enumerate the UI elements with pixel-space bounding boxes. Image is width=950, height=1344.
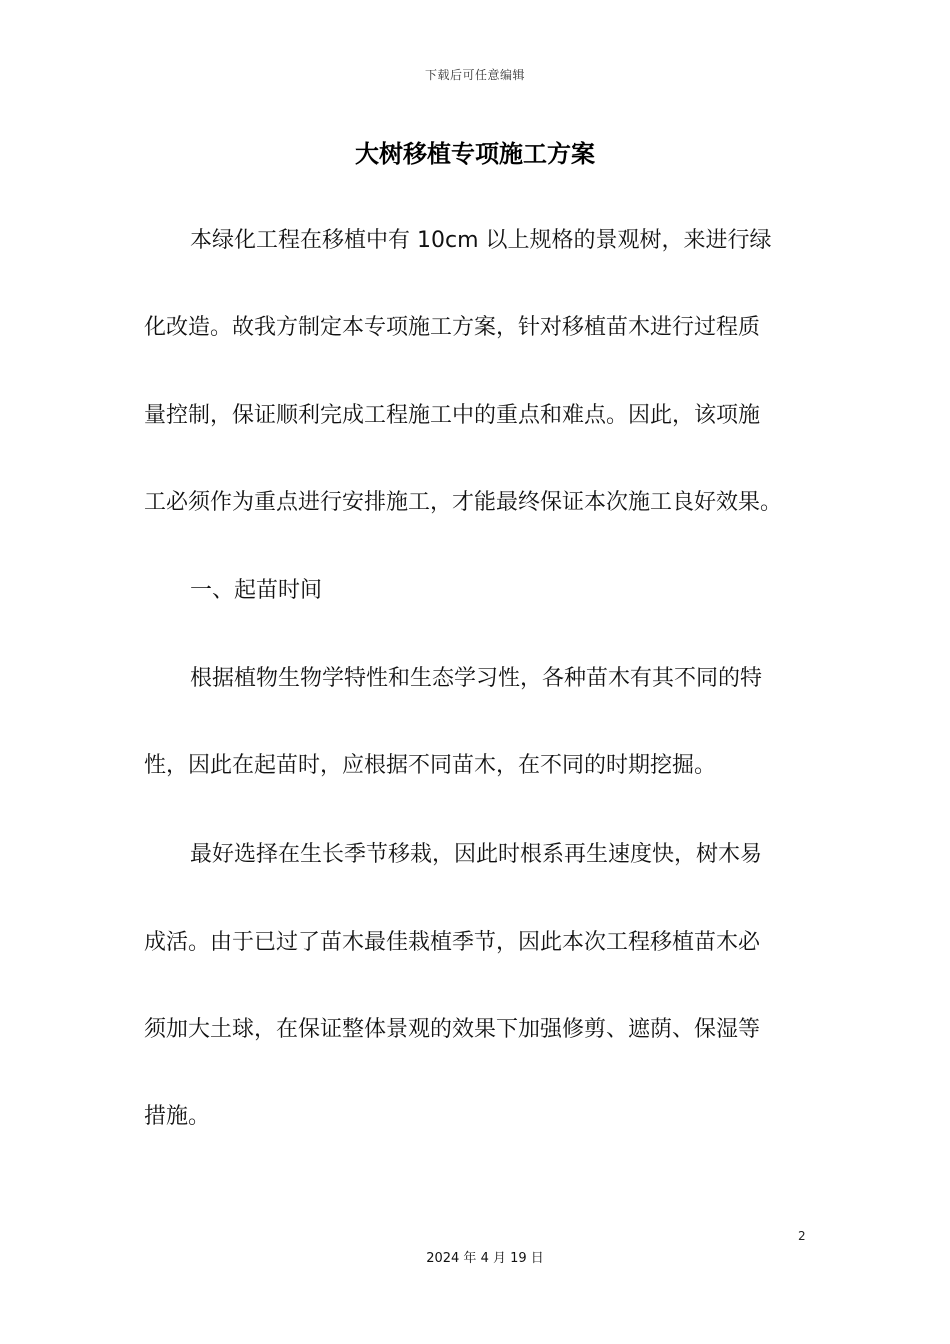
header-note: 下载后可任意编辑 [424, 68, 525, 82]
page-number: 2 [798, 1229, 806, 1243]
paragraph-line: 成活。由于已过了苗木最佳栽植季节，因此本次工程移植苗木必 [144, 930, 761, 955]
paragraph-line: 性，因此在起苗时，应根据不同苗木，在不同的时期挖掘。 [144, 753, 717, 778]
paragraph-line: 根据植物生物学特性和生态学习性，各种苗木有其不同的特 [190, 666, 763, 691]
section-heading: 一、起苗时间 [190, 578, 323, 603]
paragraph-line: 措施。 [144, 1104, 211, 1129]
paragraph-line: 化改造。故我方制定本专项施工方案，针对移植苗木进行过程质 [144, 315, 761, 340]
document-title: 大树移植专项施工方案 [355, 140, 595, 168]
paragraph-line: 本绿化工程在移植中有 10cm 以上规格的景观树，来进行绿 [190, 228, 772, 253]
paragraph-line: 量控制，保证顺利完成工程施工中的重点和难点。因此，该项施 [144, 403, 761, 428]
paragraph-line: 须加大土球，在保证整体景观的效果下加强修剪、遮荫、保湿等 [144, 1017, 761, 1042]
paragraph-line: 最好选择在生长季节移栽，因此时根系再生速度快，树木易 [190, 842, 763, 867]
paragraph-line: 工必须作为重点进行安排施工，才能最终保证本次施工良好效果。 [144, 490, 783, 515]
footer-date: 2024 年 4 月 19 日 [426, 1251, 544, 1266]
